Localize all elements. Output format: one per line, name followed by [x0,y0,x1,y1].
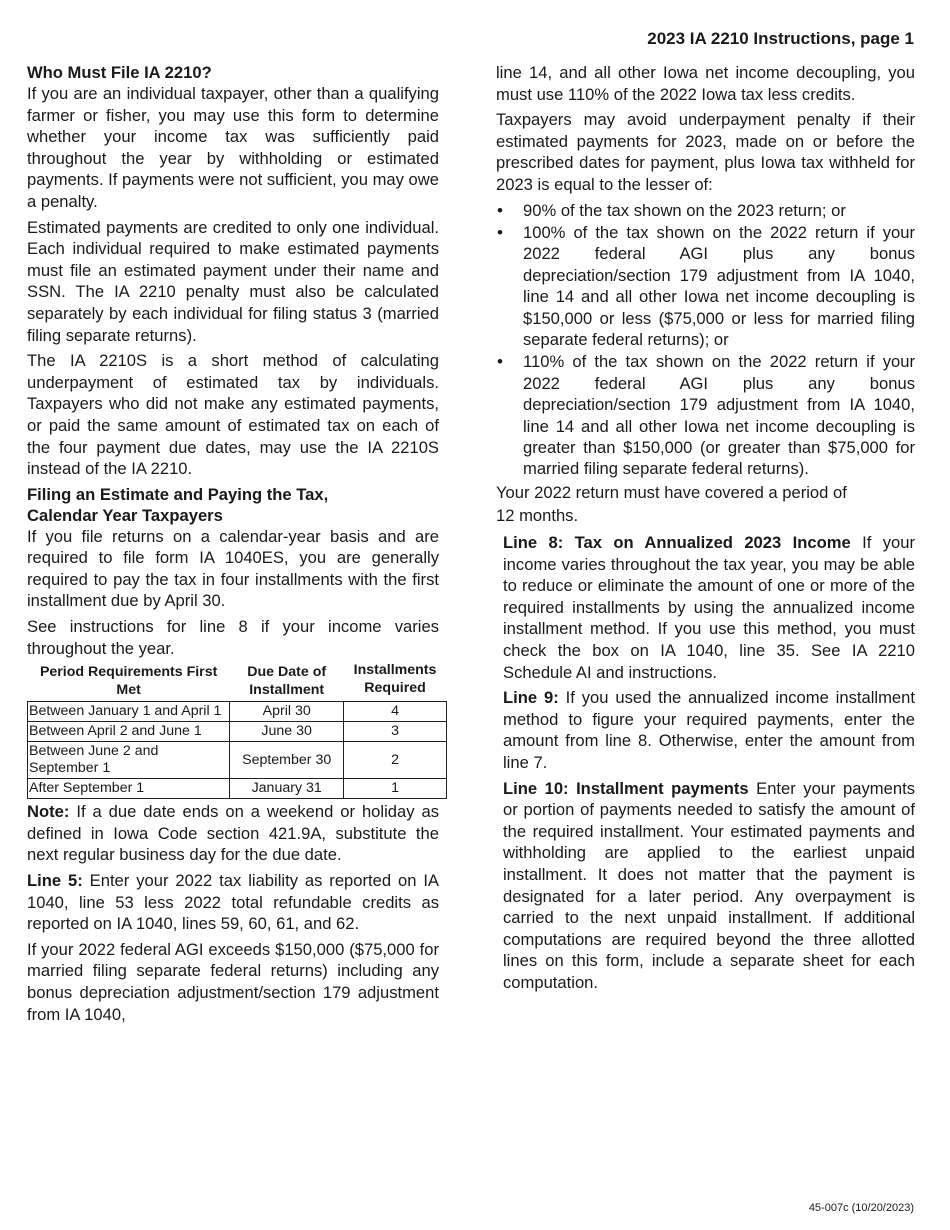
line10-text: Enter your payments or portion of payments needed to satisfy the amount of the required installment. Your estimated payments and withholding are applied to the earliest unpaid installment. It does not matter that the payment is designated for a later period. Any overpayment is carried to the next unpaid installment. If additional computations are required beyond the three allotted lines on this form, include a separate sheet for each computation. [503,778,915,992]
line5-paragraph-2: If your 2022 federal AGI exceeds $150,000 ($75,000 for married filing separate federal returns) including any bonus depreciation adjustment/section 179 adjustment from IA 1040, [27,939,439,1024]
note-label: Note: [27,802,70,822]
table-cell-period: Between June 2 and September 1 [28,742,230,779]
table-header-due-date: Due Date of Installment [247,664,327,699]
table-cell-installments: 1 [344,779,447,799]
table-cell-installments: 4 [344,702,447,722]
page-header-title: 2023 IA 2210 Instructions, page 1 [647,29,914,48]
list-item: • 90% of the tax shown on the 2023 return; or [496,200,915,221]
line-instructions [496,532,915,993]
note-text: If a due date ends on a weekend or holiday as defined in Iowa Code section 421.9A, substitute the next regular business day for the due date. [27,802,439,865]
who-paragraph-2: Estimated payments are credited to only one individual. Each individual required to make estimated payments must file an estimated payment under their name and SSN. The IA 2210 penalty must also be calculated separately by each individual for filing status 3 (married filing separate returns). [27,217,439,345]
period-line-2: 12 months. [496,506,579,526]
line5-text: Enter your 2022 tax liability as reported on IA 1040, line 53 less 2022 total refundable credits as reported on IA 1040, lines 59, 60, 61, and 62. [27,871,440,934]
line5-paragraph [27,870,439,935]
filing-paragraph-2: See instructions for line 8 if your income varies throughout the year. [27,617,439,658]
continued-paragraph: line 14, and all other Iowa net income decoupling, you must use 110% of the 2022 Iowa tax less credits. [496,63,915,104]
list-item: • 110% of the tax shown on the 2022 return if your 2022 federal AGI plus any bonus depreciation/section 179 adjustment from IA 1040, line 14 and all other Iowa net income decoupling is greater than $150,000 (or greater than $75,000 for married filing separate federal returns). [496,351,915,479]
table-header-row [28,661,447,702]
line9-paragraph [503,687,915,773]
line9-text: If you used the annualized income installment method to figure your required payments, enter the amount from line 8. Otherwise, enter the amount from line 7. [503,688,915,772]
table-row [28,779,447,799]
table-header-period: Period Requirements First Met [39,664,218,699]
table-cell-installments: 3 [344,722,447,742]
filing-paragraph-1: If you file returns on a calendar-year basis and are required to file form IA 1040ES, you are generally required to pay the tax in four installments with the first installment due by April 30. [27,526,439,611]
table-cell-period: Between January 1 and April 1 [28,702,230,722]
table-cell-period: After September 1 [28,779,230,799]
who-paragraph-1: If you are an individual taxpayer, other than a qualifying farmer or fisher, you may use this form to determine whether your income tax was sufficiently paid throughout the year by withholding or estimated payments. If payments were not sufficient, you may owe a penalty. [27,84,439,211]
avoid-penalty-paragraph: Taxpayers may avoid underpayment penalty if their estimated payments for 2023, made on or before the prescribed dates for payment, plus Iowa tax withheld for 2023 is equal to the lesser of: [496,110,915,194]
table-cell-installments: 2 [344,742,447,779]
line5-label: Line 5: [27,871,83,891]
line8-paragraph [503,532,915,683]
filing-heading [27,484,439,526]
filing-heading-line-2: Calendar Year Taxpayers [27,505,223,525]
line10-label: Line 10: Installment payments [503,778,749,798]
table-header-installments: Installments Required [353,662,437,697]
table-cell-due-date: January 31 [230,779,344,799]
table-cell-period: Between April 2 and June 1 [28,722,230,742]
table-cell-due-date: June 30 [230,722,344,742]
left-column [27,62,439,1029]
line8-label: Line 8: Tax on Annualized 2023 Income [503,533,851,553]
note-paragraph [27,801,439,866]
period-line-1: Your 2022 return must have covered a period of [496,482,847,502]
filing-heading-line-1: Filing an Estimate and Paying the Tax, [27,484,329,504]
table-cell-due-date: September 30 [230,742,344,779]
line10-paragraph [503,778,915,994]
table-row [28,742,447,779]
line8-text: If your income varies throughout the tax year, you may be able to reduce or eliminate the amount of one or more of the required installments by using the annualized income installment method. If you use this method, you must check the box on IA 1040, line 35. See IA 2210 Schedule AI and instructions. [503,533,915,682]
line9-label: Line 9: [503,688,559,708]
installment-table [27,661,447,799]
table-row [28,702,447,722]
list-item: • 100% of the tax shown on the 2022 return if your 2022 federal AGI plus any bonus depreciation/section 179 adjustment from IA 1040, line 14 and all other Iowa net income decoupling is $150,000 or less ($75,000 or less for married filing separate federal returns); or [496,222,915,350]
table-row [28,722,447,742]
form-number: 45-007c (10/20/2023) [808,1202,914,1214]
who-paragraph-3: The IA 2210S is a short method of calculating underpayment of estimated tax by individuals. Taxpayers who did not make any estimated payments, or paid the same amount of estimated tax on each of the four payment due dates, may use the IA 2210S instead of the IA 2210. [27,351,439,479]
who-must-file-heading: Who Must File IA 2210? [27,63,212,82]
lesser-of-list [496,200,915,480]
table-cell-due-date: April 30 [230,702,344,722]
right-column [496,62,915,998]
